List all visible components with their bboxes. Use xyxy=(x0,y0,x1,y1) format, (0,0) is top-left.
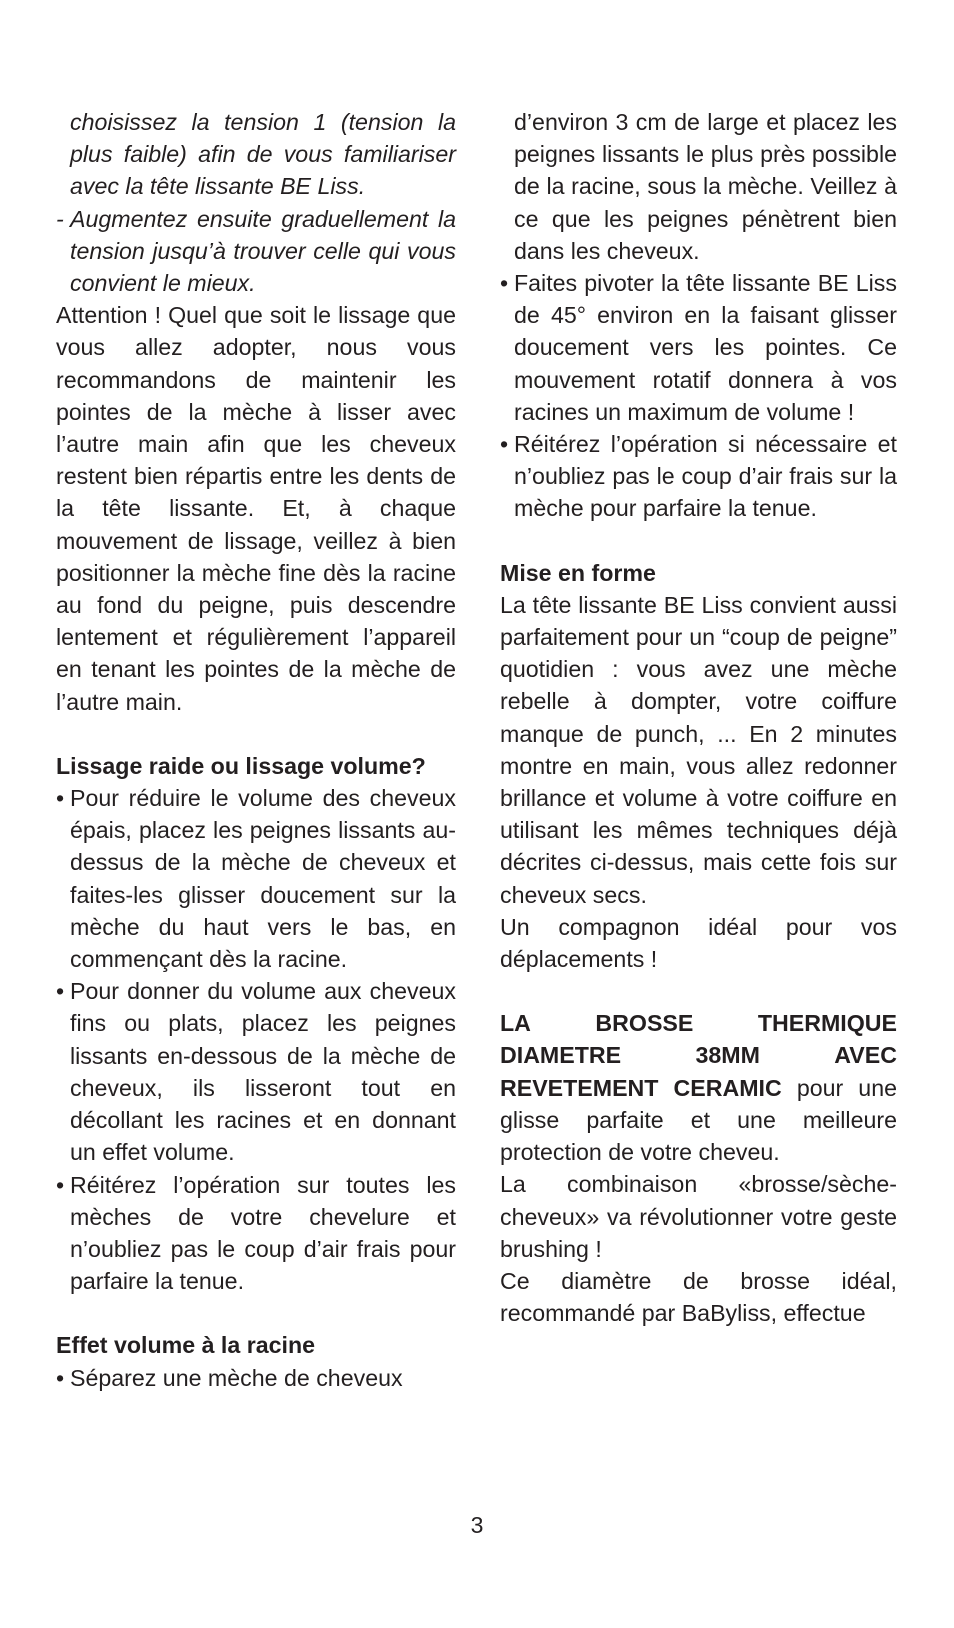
list-item-text: Pour réduire le volume des cheveux épais, placez les peignes lissants au-dessus de la mèche de cheveux et faites-les glisser doucement sur la mèche du haut vers le bas, en commençant dès la racine. xyxy=(70,785,456,973)
heading-mise-en-forme: Mise en forme xyxy=(500,559,656,586)
heading-word: 38MM xyxy=(695,1042,760,1069)
italic-list-item xyxy=(56,203,456,300)
bullet-marker: • xyxy=(56,1364,65,1391)
left-column xyxy=(56,106,456,1394)
spacer xyxy=(56,1297,456,1329)
bullet-marker: • xyxy=(56,785,65,812)
list-item xyxy=(56,782,456,975)
brosse-heading-tail: pour une glisse parfaite et une meilleure protection de votre cheveu. xyxy=(500,1074,897,1166)
list-item-text: Réitérez l’opération sur toutes les mèches de votre chevelure et n’oubliez pas le coup d’air frais pour parfaire la tenue. xyxy=(70,1171,456,1295)
heading-word: AVEC xyxy=(834,1042,897,1069)
heading-effet-volume: Effet volume à la racine xyxy=(56,1332,316,1359)
diametre-paragraph: Ce diamètre de brosse idéal, recommandé par BaByliss, effectue xyxy=(500,1267,897,1327)
heading-word: THERMIQUE xyxy=(757,1010,897,1037)
list-item xyxy=(500,428,897,525)
spacer xyxy=(500,525,897,557)
bullet-marker: • xyxy=(500,270,509,297)
spacer xyxy=(56,718,456,750)
brosse-heading-line-1 xyxy=(500,1007,897,1039)
combinaison-paragraph: La combinaison «brosse/sèche-cheveux» va révolutionner votre geste brushing ! xyxy=(500,1171,897,1262)
list-item-text: Séparez une mèche de cheveux xyxy=(70,1364,403,1391)
attention-paragraph: Attention ! Quel que soit le lissage que vous allez adopter, nous vous recommandons de maintenir les pointes de la mèche à lisser avec l’autre main afin que les cheveux restent bien répartis entre les dents de la tête lissante. Et, à chaque mouvement de lissage, veillez à bien positionner la mèche fine dès la racine au fond du peigne, puis descendre lentement et régulièrement l’appareil en tenant les pointes de la mèche de l’autre main. xyxy=(56,302,456,715)
list-item xyxy=(500,267,897,428)
heading-word: BROSSE xyxy=(595,1010,694,1037)
list-item xyxy=(56,1362,456,1394)
list-item xyxy=(56,975,456,1168)
brosse-paragraph xyxy=(500,1072,897,1169)
spacer xyxy=(500,975,897,1007)
brosse-heading-line-3: REVETEMENT CERAMIC xyxy=(500,1074,782,1101)
bullet-marker: • xyxy=(500,431,509,458)
mise-en-forme-paragraph: La tête lissante BE Liss convient aussi parfaitement pour un “coup de peigne” quotidien : vous avez une mèche rebelle à dompter, votre coiffure manque de punch, ... En 2 minutes montre en main, vous allez redonner brillance et volume à votre coiffure en utilisant les mêmes techniques déjà décrites ci-dessus, mais cette fois sur cheveux secs. xyxy=(500,591,897,908)
list-item xyxy=(56,1169,456,1298)
heading-word: LA xyxy=(500,1010,531,1037)
right-column xyxy=(500,106,897,1329)
heading-lissage: Lissage raide ou lissage volume? xyxy=(56,752,426,779)
continuation-text: d’environ 3 cm de large et placez les peignes lissants le plus près possible de la racine, sous la mèche. Veillez à ce que les peignes pénètrent bien dans les cheveux. xyxy=(514,109,897,264)
intro-italic-text: choisissez la tension 1 (tension la plus faible) afin de vous familiariser avec la tête lissante BE Liss. xyxy=(70,109,456,200)
mise-en-forme-paragraph-2: Un compagnon idéal pour vos déplacements ! xyxy=(500,913,897,973)
list-item-text: Faites pivoter la tête lissante BE Liss de 45° environ en la faisant glisser doucement vers les pointes. Ce mouvement rotatif donnera à vos racines un maximum de volume ! xyxy=(514,270,897,425)
list-item-text: Réitérez l’opération si nécessaire et n’oubliez pas le coup d’air frais sur la mèche pour parfaire la tenue. xyxy=(514,431,897,522)
bullet-marker: • xyxy=(56,1171,65,1198)
page-number: 3 xyxy=(470,1512,484,1538)
bullet-marker: • xyxy=(56,978,65,1005)
list-item-text: Pour donner du volume aux cheveux fins ou plats, placez les peignes lissants en-dessous de la mèche de cheveux, ils lisseront tout en décollant les racines et en donnant un effet volume. xyxy=(70,978,456,1166)
heading-word: DIAMETRE xyxy=(500,1042,622,1069)
dash-marker: - xyxy=(56,205,64,232)
brosse-heading-line-2 xyxy=(500,1039,897,1071)
italic-list-item-text: Augmentez ensuite graduellement la tension jusqu’à trouver celle qui vous convient le mieux. xyxy=(70,205,456,297)
